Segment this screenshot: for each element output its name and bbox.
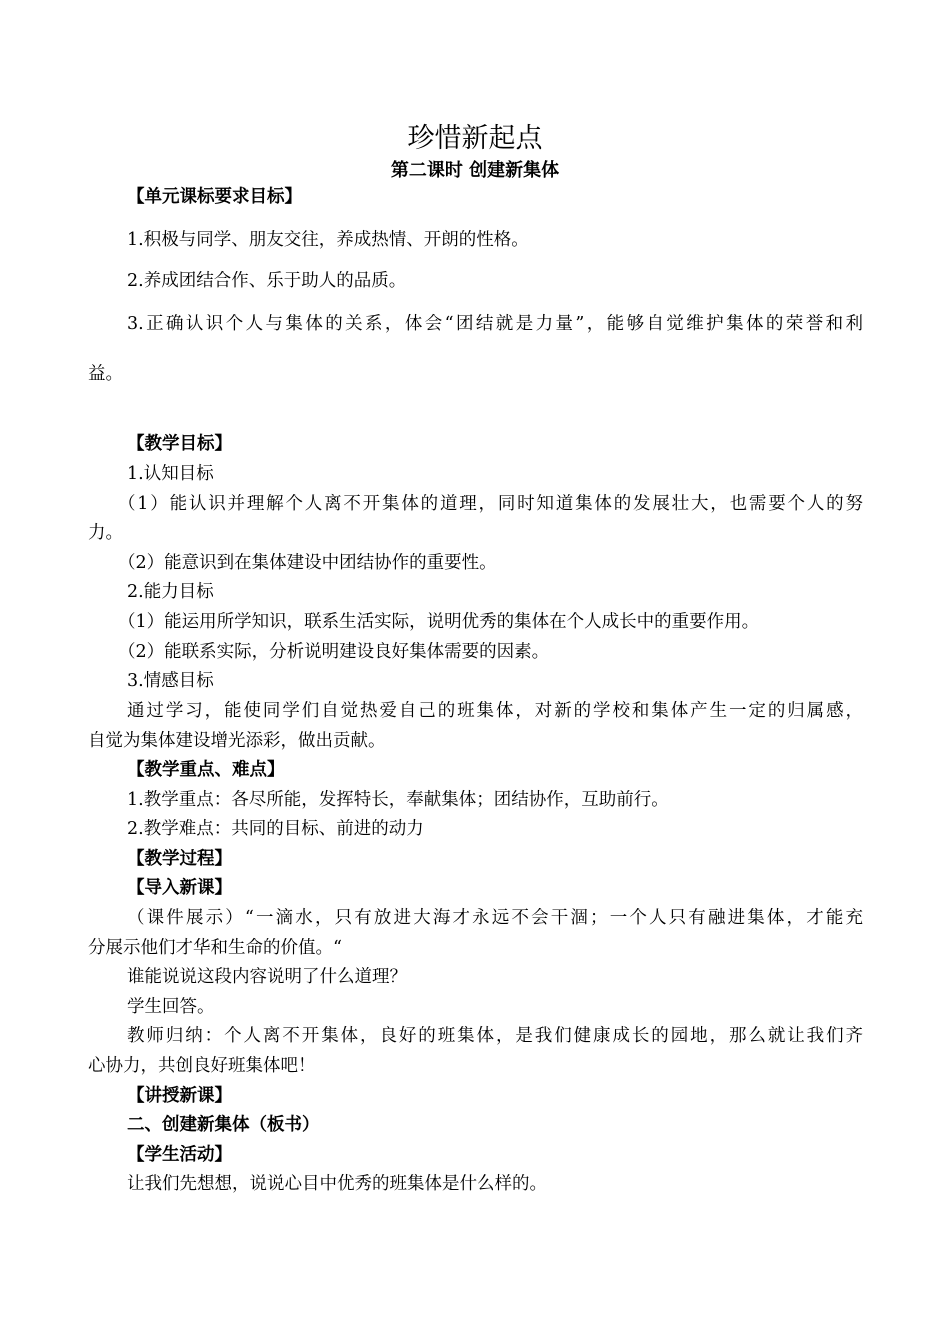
summary-text: 教师归纳：个人离不开集体，良好的班集体，是我们健康成长的园地，那么就让我们齐 xyxy=(127,1026,863,1046)
unit-item-3-cont: 益。 xyxy=(88,364,123,384)
ability-item-2: （2）能联系实际，分析说明建设良好集体需要的因素。 xyxy=(118,642,550,662)
unit-heading: 【单元课标要求目标】 xyxy=(127,187,302,207)
emotion-text: 通过学习，能使同学们自觉热爱自己的班集体，对新的学校和集体产生一定的归属感， xyxy=(127,701,863,721)
cognitive-item-2: （2）能意识到在集体建设中团结协作的重要性。 xyxy=(118,553,497,573)
intro-text-cont: 分展示他们才华和生命的价值。“ xyxy=(88,938,342,958)
key-heading: 【教学重点、难点】 xyxy=(127,760,285,780)
teach-heading: 【讲授新课】 xyxy=(127,1086,232,1106)
ability-item-1: （1）能运用所学知识，联系生活实际，说明优秀的集体在个人成长中的重要作用。 xyxy=(118,612,760,632)
unit-item-3: 3.正确认识个人与集体的关系，体会“团结就是力量”，能够自觉维护集体的荣誉和利 xyxy=(127,314,863,334)
unit-item-2: 2.养成团结合作、乐于助人的品质。 xyxy=(127,271,407,291)
activity-text: 让我们先想想，说说心目中优秀的班集体是什么样的。 xyxy=(127,1174,547,1194)
emotion-title: 3.情感目标 xyxy=(127,671,214,691)
cognitive-item-1-cont: 力。 xyxy=(88,523,123,543)
emotion-text-cont: 自觉为集体建设增光添彩，做出贡献。 xyxy=(88,731,386,751)
process-heading: 【教学过程】 xyxy=(127,849,232,869)
cognitive-title: 1.认知目标 xyxy=(127,464,214,484)
ability-title: 2.能力目标 xyxy=(127,582,214,602)
document-subtitle: 第二课时 创建新集体 xyxy=(390,160,560,181)
answer-text: 学生回答。 xyxy=(127,997,215,1017)
question-text: 谁能说说这段内容说明了什么道理？ xyxy=(127,967,407,987)
difficult-point: 2.教学难点：共同的目标、前进的动力 xyxy=(127,819,424,839)
section-heading: 二、创建新集体（板书） xyxy=(127,1115,320,1135)
unit-item-1: 1.积极与同学、朋友交往，养成热情、开朗的性格。 xyxy=(127,230,529,250)
document-title: 珍惜新起点 xyxy=(407,123,543,154)
summary-text-cont: 心协力，共创良好班集体吧！ xyxy=(88,1056,316,1076)
activity-heading: 【学生活动】 xyxy=(127,1145,232,1165)
goals-heading: 【教学目标】 xyxy=(127,434,232,454)
cognitive-item-1: （1）能认识并理解个人离不开集体的道理，同时知道集体的发展壮大，也需要个人的努 xyxy=(118,494,863,514)
intro-text: （课件展示）“一滴水，只有放进大海才永远不会干涸；一个人只有融进集体，才能充 xyxy=(127,908,863,928)
key-point: 1.教学重点：各尽所能，发挥特长，奉献集体；团结协作，互助前行。 xyxy=(127,790,669,810)
intro-heading: 【导入新课】 xyxy=(127,878,232,898)
